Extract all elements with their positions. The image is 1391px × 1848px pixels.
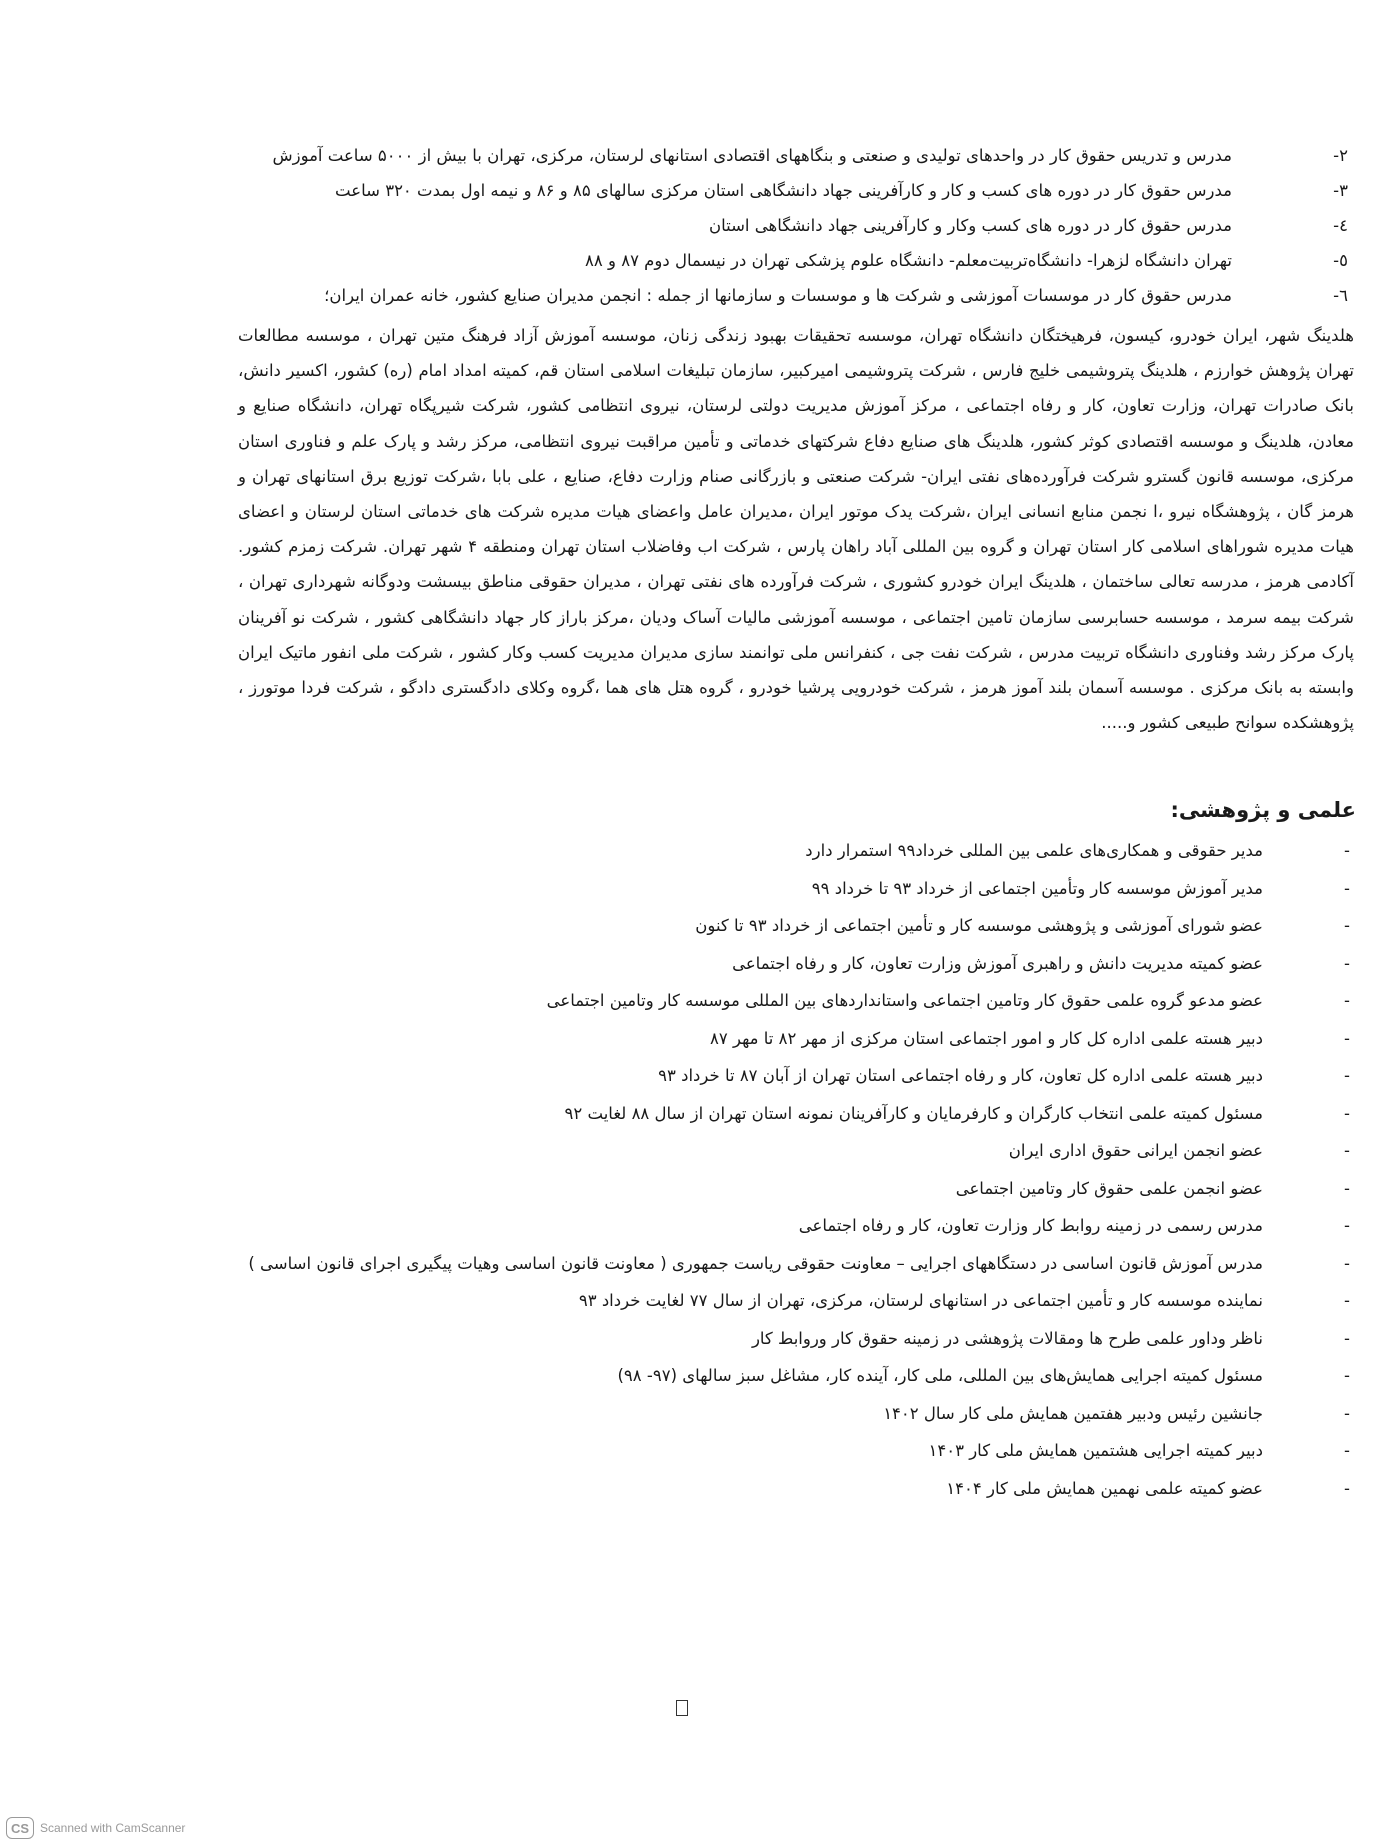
- bullet-dash: -: [1344, 878, 1350, 898]
- organizations-paragraph: هلدینگ شهر، ایران خودرو، کیسون، فرهیختگان دانشگاه تهران، موسسه تحقیقات بهبود زندگی زنان، موسسه آموزش آزاد فرهنگ متین تهران ، موسسه مطالعات تهران پژوهش خوارزم ، هلدینگ پتروشیمی خلیج فارس ، شرکت پتروشیمی امیرکبیر، سازمان تبلیغات اسلامی استان قم، کمیته امداد امام (ره) کشور، اکسیر دانش، بانک صادرات تهران، وزارت تعاون، کار و رفاه اجتماعی ، مرکز آموزش مدیریت دولتی لرستان، نیروی انتظامی کشور، شرکت شیرپگاه تهران، دانشگاه صنایع و معادن، هلدینگ و موسسه اقتصادی کوثر کشور، هلدینگ های صنایع دفاع شرکتهای خدماتی و تأمین مراقبت نیروی انتظامی، مرکز رشد و پارک علم و فناوری استان مرکزی، موسسه قانون گسترو شرکت فرآورده‌های نفتی ایران- شرکت صنعتی و بازرگانی صنام وزارت دفاع، صنایع ، علی بابا ،شرکت توزیع برق استانهای تهران و هرمز گان ، پژوهشگاه نیرو ،ا نجمن منابع انسانی ایران ،شرکت یدک موتور ایران ،مدیران عامل واعضای هیات مدیره شرکت های خدماتی استان لرستان و اعضای هیات مدیره شوراهای اسلامی کار استان تهران و گروه بین المللی آباد راهان پارس ، شرکت اب وفاضلاب استان تهران ومنطقه ۴ شهر تهران. شرکت زمزم کشور. آکادمی هرمز ، مدرسه تعالی ساختمان ، هلدینگ ایران خودرو کشوری ، شرکت فرآورده های نفتی تهران ، مدیران حقوقی مناطق بیسشت ودوگانه شهرداری تهران ، شرکت بیمه سرمد ، موسسه حسابرسی سازمان تامین اجتماعی ، موسسه آموزشی مالیات آساک ودیان ،مرکز باراز کار جهاد دانشگاهی کشور ، شرکت نو آفرینان پارک مرکز رشد وفناوری دانشگاه تربیت مدرس ، شرکت نفت جی ، کنفرانس ملی توانمند سازی مدیران مدیریت کسب وکار کشور ، شرکت ملی انفور ماتیک ایران وابسته به بانک مرکزی . موسسه آسمان بلند آموز هرمز ، شرکت خودرویی پرشیا خودرو ، گروه هتل های هما ،گروه وکلای دادگستری دادگو ، شرکت فردا موتورز ، پژوهشکده سوانح طبیعی کشور و.....: [238, 326, 1354, 733]
- item-text: مدرس حقوق کار در دوره های کسب و کار و کارآفرینی جهاد دانشگاهی استان مرکزی سالهای ۸۵ و ۸۶ و نیمه اول بمدت ۳۲۰ ساعت: [335, 181, 1232, 200]
- list-item: [240, 1395, 1350, 1433]
- list-item: [240, 1432, 1350, 1470]
- bullet-dash: -: [1344, 1141, 1350, 1160]
- section-heading: علمی و پژوهشی:: [1170, 798, 1356, 822]
- numbered-item: [245, 173, 1350, 208]
- bullet-dash: -: [1344, 1441, 1350, 1460]
- list-item-text: ناظر وداور علمی طرح ها ومقالات پژوهشی در زمینه حقوق کار وروابط کار: [751, 1328, 1263, 1348]
- scanner-watermark: [6, 1817, 185, 1839]
- numbered-list: [245, 138, 1350, 313]
- list-item-text: مسئول کمیته علمی انتخاب کارگران و کارفرمایان و کارآفرینان نمونه استان تهران از سال ۸۸ لغایت ۹۲: [564, 1103, 1263, 1123]
- list-item-text: جانشین رئیس ودبیر هفتمین همایش ملی کار سال ۱۴۰۲: [883, 1403, 1263, 1423]
- list-item-text: عضو کمیته مدیریت دانش و راهبری آموزش وزارت تعاون، کار و رفاه اجتماعی: [732, 953, 1263, 973]
- list-item-text: مدرس رسمی در زمینه روابط کار وزارت تعاون، کار و رفاه اجتماعی: [798, 1216, 1263, 1235]
- item-number: ٦-: [1333, 286, 1348, 305]
- list-item-text: عضو انجمن ایرانی حقوق اداری ایران: [1008, 1141, 1263, 1160]
- list-item-text: عضو انجمن علمی حقوق کار وتامین اجتماعی: [955, 1178, 1263, 1198]
- list-item: [240, 1132, 1350, 1170]
- list-item: [240, 1020, 1350, 1058]
- item-text: تهران دانشگاه لزهرا- دانشگاه‌تربیت‌معلم- دانشگاه علوم پزشکی تهران در نیسمال دوم ۸۷ و ۸۸: [585, 251, 1232, 270]
- bullet-dash: -: [1344, 953, 1350, 973]
- list-item: [240, 1357, 1350, 1395]
- list-item: [240, 1170, 1350, 1208]
- bullet-dash: -: [1344, 1028, 1350, 1048]
- numbered-item: [245, 243, 1350, 278]
- item-text: مدرس حقوق کار در موسسات آموزشی و شرکت ها و موسسات و سازمانها از جمله : انجمن مدیران صنایع کشور، خانه عمران ایران؛: [324, 286, 1232, 305]
- list-item: [240, 982, 1350, 1020]
- bullet-dash: -: [1344, 916, 1350, 935]
- item-number: ۳-: [1333, 181, 1348, 200]
- bullet-dash: -: [1344, 841, 1350, 860]
- bullet-dash: -: [1344, 1103, 1350, 1123]
- list-item-text: عضو کمیته علمی نهمین همایش ملی کار ۱۴۰۴: [946, 1478, 1263, 1498]
- list-item: [240, 1207, 1350, 1245]
- numbered-item: [245, 138, 1350, 173]
- item-text: مدرس و تدریس حقوق کار در واحدهای تولیدی و صنعتی و بنگاههای اقتصادی استانهای لرستان، مرکزی، تهران با بیش از ۵۰۰۰ ساعت آموزش: [272, 146, 1232, 165]
- bullet-dash: -: [1344, 1216, 1350, 1235]
- list-item-text: دبیر هسته علمی اداره کل کار و امور اجتماعی استان مرکزی از مهر ۸۲ تا مهر ۸۷: [709, 1028, 1263, 1048]
- list-item: [240, 1320, 1350, 1358]
- list-item: [240, 1282, 1350, 1320]
- bullet-dash: -: [1344, 1291, 1350, 1310]
- numbered-item: [245, 208, 1350, 243]
- item-number: ٤-: [1333, 216, 1348, 235]
- item-text: مدرس حقوق کار در دوره های کسب وکار و کارآفرینی جهاد دانشگاهی استان: [708, 216, 1232, 235]
- list-item-text: عضو مدعو گروه علمی حقوق کار وتامین اجتماعی واستانداردهای بین المللی موسسه کار وتامین اجتماعی: [546, 991, 1263, 1010]
- list-item-text: مدرس آموزش قانون اساسی در دستگاههای اجرایی – معاونت حقوقی ریاست جمهوری ( معاونت قانون اساسی وهیات پیگیری اجرای قانون اساسی ): [248, 1253, 1263, 1273]
- bullet-dash: -: [1344, 1478, 1350, 1498]
- bullet-dash: -: [1344, 1253, 1350, 1273]
- list-item: [240, 1470, 1350, 1508]
- bullet-dash: -: [1344, 1403, 1350, 1423]
- item-number: ٥-: [1333, 251, 1348, 270]
- list-item-text: دبیر هسته علمی اداره کل تعاون، کار و رفاه اجتماعی استان تهران از آبان ۸۷ تا خرداد ۹۳: [658, 1066, 1263, 1085]
- scanner-text: Scanned with CamScanner: [40, 1821, 186, 1835]
- bullet-dash: -: [1344, 991, 1350, 1010]
- list-item: [240, 832, 1350, 870]
- list-item-text: مدیر حقوقی و همکاری‌های علمی بین المللی خرداد۹۹ استمرار دارد: [805, 841, 1263, 860]
- numbered-item: [245, 278, 1350, 313]
- list-item: [240, 1057, 1350, 1095]
- bullet-dash: -: [1344, 1066, 1350, 1085]
- list-item: [240, 907, 1350, 945]
- item-number: ۲-: [1333, 146, 1348, 165]
- camscanner-logo-icon: CS: [6, 1817, 34, 1839]
- list-item-text: دبیر کمیته اجرایی هشتمین همایش ملی کار ۱۴۰۳: [928, 1441, 1263, 1460]
- list-item-text: عضو شورای آموزشی و پژوهشی موسسه کار و تأمین اجتماعی از خرداد ۹۳ تا کنون: [695, 916, 1263, 935]
- bullet-dash: -: [1344, 1328, 1350, 1348]
- list-item: [240, 1245, 1350, 1283]
- list-item-text: مسئول کمیته اجرایی همایش‌های بین المللی، ملی کار، آینده کار، مشاغل سبز سالهای (۹۷- ۹۸): [617, 1366, 1263, 1385]
- list-item-text: مدیر آموزش موسسه کار وتأمین اجتماعی از خرداد ۹۳ تا خرداد ۹۹: [811, 878, 1263, 898]
- bullet-dash: -: [1344, 1178, 1350, 1198]
- bullet-list: [240, 832, 1350, 1507]
- list-item: [240, 1095, 1350, 1133]
- page-number-placeholder-icon: [676, 1700, 688, 1716]
- list-item: [240, 870, 1350, 908]
- list-item: [240, 945, 1350, 983]
- list-item-text: نماینده موسسه کار و تأمین اجتماعی در استانهای لرستان، مرکزی، تهران از سال ۷۷ لغایت خرداد ۹۳: [578, 1291, 1263, 1310]
- bullet-dash: -: [1344, 1366, 1350, 1385]
